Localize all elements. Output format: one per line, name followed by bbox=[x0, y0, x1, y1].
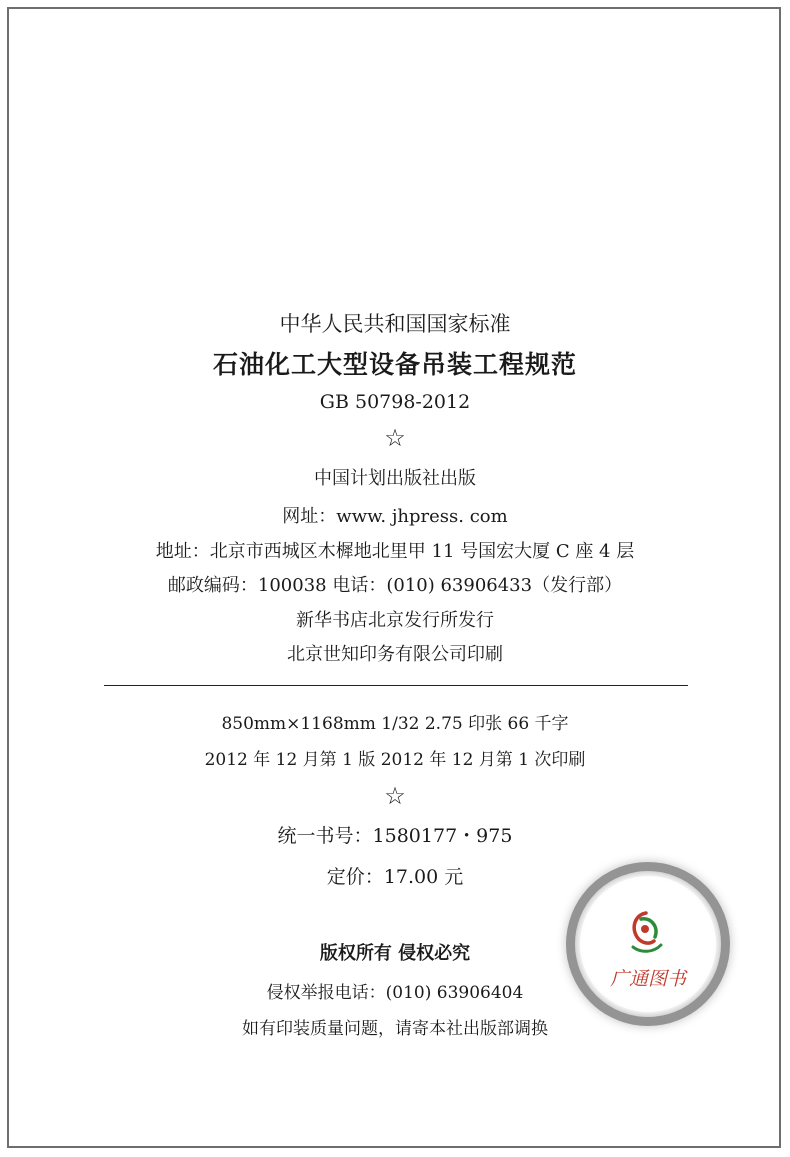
stamp-logo-icon bbox=[621, 907, 671, 957]
price-line: 定价：17.00 元 bbox=[326, 866, 464, 888]
address-line: 地址：北京市西城区木樨地北里甲 11 号国宏大厦 C 座 4 层 bbox=[155, 541, 635, 562]
watermark-stamp bbox=[566, 862, 730, 1026]
postal-phone-line: 邮政编码：100038 电话：(010) 63906433（发行部） bbox=[167, 575, 623, 596]
distributor-line: 新华书店北京发行所发行 bbox=[296, 610, 494, 631]
book-title: 石油化工大型设备吊装工程规范 bbox=[212, 350, 577, 379]
rights-line: 版权所有 侵权必究 bbox=[319, 943, 471, 964]
star-divider-bottom: ☆ bbox=[384, 782, 406, 810]
printer-line: 北京世知印务有限公司印刷 bbox=[287, 644, 503, 665]
horizontal-divider bbox=[104, 685, 688, 686]
stamp-brand-text: 广通图书 bbox=[609, 968, 686, 990]
print-quality-notice: 如有印装质量问题，请寄本社出版部调换 bbox=[242, 1019, 548, 1039]
report-phone-line: 侵权举报电话：(010) 63906404 bbox=[266, 983, 524, 1003]
publisher-line: 中国计划出版社出版 bbox=[314, 468, 476, 489]
website-line: 网址：www. jhpress. com bbox=[282, 506, 508, 527]
book-specs: 850mm×1168mm 1/32 2.75 印张 66 千字 bbox=[221, 714, 569, 734]
star-divider-top: ☆ bbox=[384, 424, 406, 452]
standard-type: 中华人民共和国国家标准 bbox=[279, 312, 511, 336]
edition-line: 2012 年 12 月第 1 版 2012 年 12 月第 1 次印刷 bbox=[204, 750, 586, 770]
isbn-line: 统一书号：1580177・975 bbox=[277, 825, 513, 847]
standard-code: GB 50798-2012 bbox=[319, 391, 471, 413]
